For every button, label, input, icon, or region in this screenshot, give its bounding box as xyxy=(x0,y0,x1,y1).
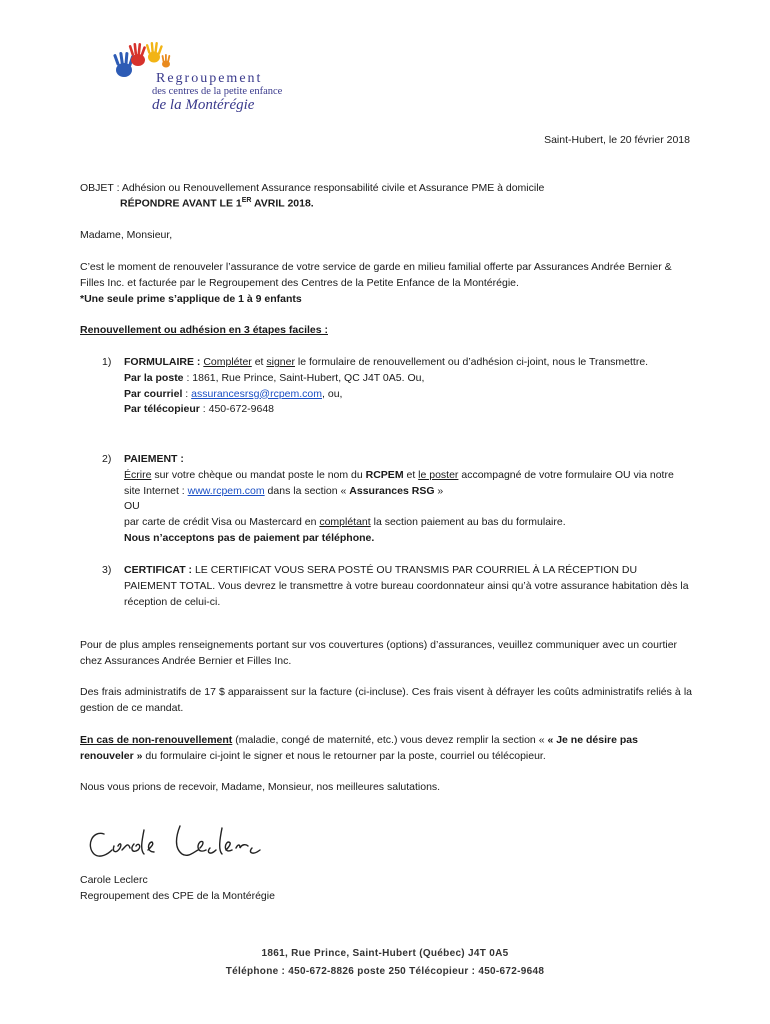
step2-card: par carte de crédit Visa ou Mastercard en complétant la section paiement au bas du formulaire. xyxy=(124,516,566,528)
step-certificat xyxy=(102,563,692,610)
step-number: 1) xyxy=(102,356,112,368)
signer-block xyxy=(80,873,275,905)
step3-text: CERTIFICAT : LE CERTIFICAT VOUS SERA POSTÉ OU TRANSMIS PAR COURRIEL À LA RÉCEPTION DU PAIEMENT TOTAL. Vous devrez le transmettre à votre bureau coordonnateur ainsi qu’à votre assurance habitation dès la réception de celui-ci. xyxy=(124,564,689,608)
step-number: 3) xyxy=(102,564,112,576)
step2-no-phone: Nous n’acceptons pas de paiement par téléphone. xyxy=(124,531,375,544)
prime-note: *Une seule prime s’applique de 1 à 9 enfants xyxy=(80,292,302,305)
non-renewal-paragraph: En cas de non-renouvellement (maladie, congé de maternité, etc.) vous devez remplir la section « « Je ne désire pas renouveler » du formulaire ci-joint le signer et nous le retourner par la poste, courriel ou télécopieur. xyxy=(80,734,638,762)
footer-address: 1861, Rue Prince, Saint-Hubert (Québec) J4T 0A5 xyxy=(261,948,509,959)
rcpem-logo xyxy=(112,40,282,115)
logo-title: Regroupement xyxy=(156,71,263,86)
step2-ou: OU xyxy=(124,500,140,513)
letter-date: Saint-Hubert, le 20 février 2018 xyxy=(544,134,690,146)
signer-name: Carole Leclerc xyxy=(80,874,148,886)
step-formulaire xyxy=(102,355,692,418)
step1-fax: Par télécopieur : 450-672-9648 xyxy=(124,403,275,416)
step2-label: PAIEMENT : xyxy=(124,453,184,465)
deadline-notice: RÉPONDRE AVANT LE 1ER AVRIL 2018. xyxy=(120,197,314,210)
step-paiement xyxy=(102,452,692,547)
info-paragraph: Pour de plus amples renseignements portant sur vos couvertures (options) d’assurances, veuillez communiquer avec un courtier chez Assurances Andrée Bernier et Filles Inc. xyxy=(80,639,678,667)
intro-text: C’est le moment de renouveler l’assurance de votre service de garde en milieu familial offerte par Assurances Andrée Bernier & Filles Inc. et facturée par le Regroupement des Centres de la Petite Enfance de la Montérégie. xyxy=(80,261,672,289)
email-link[interactable]: assurancesrsg@rcpem.com xyxy=(191,387,323,400)
footer-phones: Téléphone : 450-672-8826 poste 250 Télécopieur : 450-672-9648 xyxy=(225,966,545,977)
step2-text: Écrire sur votre chèque ou mandat poste le nom du RCPEM et le poster accompagné de votre formulaire OU via notre site Internet : www.rcpem.com dans la section « Assurances RSG » xyxy=(124,468,674,497)
logo-region: de la Montérégie xyxy=(152,97,255,113)
greeting: Madame, Monsieur, xyxy=(80,229,173,241)
closing-line: Nous vous prions de recevoir, Madame, Monsieur, nos meilleures salutations. xyxy=(80,781,441,793)
step1-text: FORMULAIRE : Compléter et signer le formulaire de renouvellement ou d’adhésion ci-joint, nous le Transmettre. xyxy=(124,356,649,368)
step-number: 2) xyxy=(102,453,112,465)
steps-title: Renouvellement ou adhésion en 3 étapes faciles : xyxy=(80,324,328,336)
intro-paragraph xyxy=(80,260,692,307)
logo-subtitle: des centres de la petite enfance xyxy=(152,86,283,97)
step1-courriel: Par courriel : assurancesrsg@rcpem.com, ou, xyxy=(124,387,343,400)
handwritten-signature xyxy=(82,820,272,864)
signer-organization: Regroupement des CPE de la Montérégie xyxy=(80,889,275,902)
website-link[interactable]: www.rcpem.com xyxy=(187,484,265,497)
fees-paragraph: Des frais administratifs de 17 $ apparaissent sur la facture (ci-incluse). Ces frais visent à défrayer les coûts administratifs reliés à la gestion de ce mandat. xyxy=(80,686,692,714)
step1-poste: Par la poste : 1861, Rue Prince, Saint-Hubert, QC J4T 0A5. Ou, xyxy=(124,371,425,384)
letter-subject: OBJET : Adhésion ou Renouvellement Assurance responsabilité civile et Assurance PME à domicile xyxy=(80,182,545,194)
